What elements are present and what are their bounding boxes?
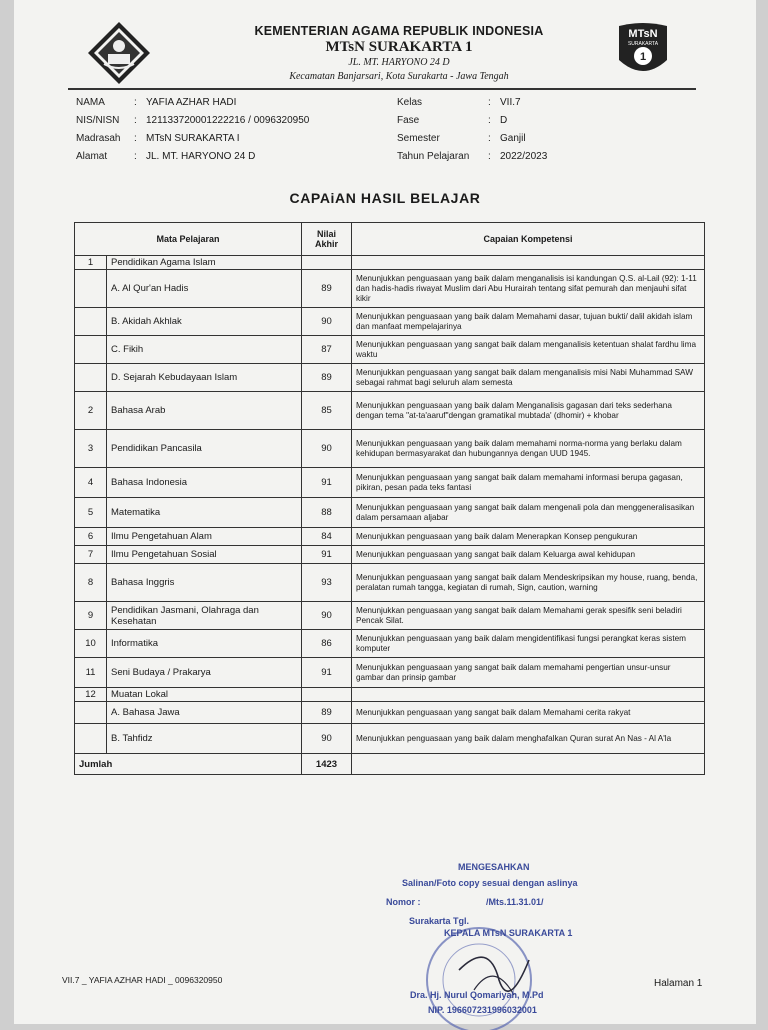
cell-no: 10 xyxy=(75,630,107,658)
cell-no xyxy=(75,724,107,754)
cell-mapel: Pendidikan Jasmani, Olahraga dan Kesehatan xyxy=(107,602,302,630)
jumlah-label: Jumlah xyxy=(75,754,302,775)
cell-nilai: 87 xyxy=(302,336,352,364)
cell-no xyxy=(75,308,107,336)
cell-no: 9 xyxy=(75,602,107,630)
sep: : xyxy=(134,97,137,108)
cell-no xyxy=(75,270,107,308)
school-address: JL. MT. HARYONO 24 D xyxy=(348,57,450,68)
table-header-row xyxy=(75,223,705,256)
cell-capaian: Menunjukkan penguasaan yang baik dalam Menerapkan Konsep pengukuran xyxy=(352,528,705,546)
cell-nilai: 90 xyxy=(302,724,352,754)
table-row xyxy=(75,630,705,658)
cell-capaian: Menunjukkan penguasaan yang sangat baik dalam memahami pengertian unsur-unsur gambar dan prinsip gambar xyxy=(352,658,705,688)
logo-mtsn-text: MTsN xyxy=(628,28,658,40)
table-row xyxy=(75,392,705,430)
table-row xyxy=(75,256,705,270)
table-row xyxy=(75,546,705,564)
cell-mapel: Bahasa Inggris xyxy=(107,564,302,602)
mtsn-logo-icon xyxy=(615,20,671,82)
cell-nilai: 90 xyxy=(302,308,352,336)
cell-nilai: 88 xyxy=(302,498,352,528)
cell-mapel: Ilmu Pengetahuan Alam xyxy=(107,528,302,546)
alamat-label: Alamat xyxy=(76,151,108,162)
table-row xyxy=(75,602,705,630)
cell-mapel: Seni Budaya / Prakarya xyxy=(107,658,302,688)
cell-no: 1 xyxy=(75,256,107,270)
cell-capaian: Menunjukkan penguasaan yang baik dalam menganalisis isi kandungan Q.S. al-Lail (92): 1-11 dan hadis-hadis riwayat Muslim dari Abu Hurairah tentang sifat pemurah dan menjauhi sifat kikir xyxy=(352,270,705,308)
table-row xyxy=(75,430,705,468)
sep: : xyxy=(488,115,491,126)
table-row xyxy=(75,658,705,688)
legalization-block xyxy=(374,860,674,1020)
cell-nilai: 91 xyxy=(302,546,352,564)
table-row xyxy=(75,270,705,308)
legal-line2b: /Mts.11.31.01/ xyxy=(486,897,544,907)
alamat-value: JL. MT. HARYONO 24 D xyxy=(146,151,256,162)
nama-label: NAMA xyxy=(76,97,105,108)
cell-mapel: B. Akidah Akhlak xyxy=(107,308,302,336)
nama-value: YAFIA AZHAR HADI xyxy=(146,97,237,108)
cell-capaian: Menunjukkan penguasaan yang sangat baik dalam Memahami cerita rakyat xyxy=(352,702,705,724)
jumlah-empty xyxy=(352,754,705,775)
cell-capaian: Menunjukkan penguasaan yang sangat baik dalam Mendeskripsikan my house, ruang, benda, peralatan rumah tangga, kegiatan di rumah, Sign, caution, warning xyxy=(352,564,705,602)
tahun-label: Tahun Pelajaran xyxy=(397,151,470,162)
cell-capaian: Menunjukkan penguasaan yang baik dalam memahami norma-norma yang berlaku dalam kehidupan bermasyarakat dan hubungannya dengan UUD 1945. xyxy=(352,430,705,468)
sep: : xyxy=(488,151,491,162)
nis-value: 121133720001222216 / 0096320950 xyxy=(146,115,310,126)
cell-mapel: C. Fikih xyxy=(107,336,302,364)
semester-label: Semester xyxy=(397,133,440,144)
cell-mapel: Matematika xyxy=(107,498,302,528)
cell-no: 2 xyxy=(75,392,107,430)
cell-nilai xyxy=(302,256,352,270)
legal-line2: Nomor : xyxy=(386,897,421,907)
cell-no xyxy=(75,336,107,364)
cell-nilai xyxy=(302,688,352,702)
cell-no: 6 xyxy=(75,528,107,546)
jumlah-value: 1423 xyxy=(302,754,352,775)
sep: : xyxy=(488,133,491,144)
cell-no: 12 xyxy=(75,688,107,702)
cell-capaian: Menunjukkan penguasaan yang sangat baik dalam Memahami gerak spesifik seni beladiri Pencak Silat. xyxy=(352,602,705,630)
cell-no: 3 xyxy=(75,430,107,468)
cell-capaian: Menunjukkan penguasaan yang sangat baik dalam menganalisis misi Nabi Muhammad SAW sebagai rahmat bagi seluruh alam semesta xyxy=(352,364,705,392)
school-name: MTsN SURAKARTA 1 xyxy=(325,39,473,55)
kelas-label: Kelas xyxy=(397,97,423,108)
header-capaian: Capaian Kompetensi xyxy=(352,223,705,256)
cell-nilai: 90 xyxy=(302,602,352,630)
table-row xyxy=(75,528,705,546)
legal-line3: Surakarta Tgl. xyxy=(409,916,470,926)
header-nilai: Nilai Akhir xyxy=(302,223,352,256)
table-row xyxy=(75,564,705,602)
cell-mapel: Bahasa Arab xyxy=(107,392,302,430)
logo-num-text: 1 xyxy=(639,51,647,63)
cell-capaian: Menunjukkan penguasaan yang sangat baik dalam Keluarga awal kehidupan xyxy=(352,546,705,564)
footer-page: Halaman 1 xyxy=(654,978,703,989)
ministry-name: KEMENTERIAN AGAMA REPUBLIK INDONESIA xyxy=(254,24,544,38)
cell-nilai: 89 xyxy=(302,702,352,724)
cell-no xyxy=(75,364,107,392)
table-row xyxy=(75,688,705,702)
cell-mapel: A. Bahasa Jawa xyxy=(107,702,302,724)
cell-nilai: 93 xyxy=(302,564,352,602)
header-mapel: Mata Pelajaran xyxy=(75,223,302,256)
header-divider xyxy=(68,88,696,90)
cell-mapel: Ilmu Pengetahuan Sosial xyxy=(107,546,302,564)
cell-mapel: Bahasa Indonesia xyxy=(107,468,302,498)
legal-line1: Salinan/Foto copy sesuai dengan aslinya xyxy=(402,878,578,888)
table-row xyxy=(75,468,705,498)
cell-no: 5 xyxy=(75,498,107,528)
cell-nilai: 89 xyxy=(302,270,352,308)
signatory-name: Dra. Hj. Nurul Qomariyah, M.Pd xyxy=(410,990,544,1000)
fase-label: Fase xyxy=(397,115,420,126)
cell-nilai: 86 xyxy=(302,630,352,658)
cell-mapel: Pendidikan Pancasila xyxy=(107,430,302,468)
fase-value: D xyxy=(500,115,508,126)
nis-label: NIS/NISN xyxy=(76,115,120,126)
cell-capaian xyxy=(352,256,705,270)
cell-no: 7 xyxy=(75,546,107,564)
cell-no: 8 xyxy=(75,564,107,602)
cell-no xyxy=(75,702,107,724)
cell-nilai: 84 xyxy=(302,528,352,546)
table-row xyxy=(75,702,705,724)
semester-value: Ganjil xyxy=(500,133,526,144)
sep: : xyxy=(134,115,137,126)
cell-capaian: Menunjukkan penguasaan yang sangat baik dalam menganalisis ketentuan shalat fardhu lima waktu xyxy=(352,336,705,364)
report-card-page xyxy=(14,0,756,1024)
sep: : xyxy=(134,151,137,162)
cell-nilai: 90 xyxy=(302,430,352,468)
grades-table xyxy=(74,222,705,775)
footer-left: VII.7 _ YAFIA AZHAR HADI _ 0096320950 xyxy=(62,975,223,985)
cell-mapel: Informatika xyxy=(107,630,302,658)
cell-mapel: B. Tahfidz xyxy=(107,724,302,754)
cell-capaian: Menunjukkan penguasaan yang sangat baik dalam memahami informasi berupa gagasan, pikiran, pesan pada teks fantasi xyxy=(352,468,705,498)
cell-capaian: Menunjukkan penguasaan yang baik dalam Memahami dasar, tujuan bukti/ dalil akidah islam dan manfaat mempelajarinya xyxy=(352,308,705,336)
signatory-nip: NIP. 196607231996032001 xyxy=(428,1005,537,1015)
cell-capaian: Menunjukkan penguasaan yang baik dalam menghafalkan Quran surat An Nas - Al A'la xyxy=(352,724,705,754)
table-row xyxy=(75,308,705,336)
kemenag-logo-icon xyxy=(86,20,152,86)
cell-nilai: 89 xyxy=(302,364,352,392)
madrasah-value: MTsN SURAKARTA I xyxy=(146,133,240,144)
madrasah-label: Madrasah xyxy=(76,133,121,144)
cell-capaian: Menunjukkan penguasaan yang baik dalam mengidentifikasi fungsi perangkat keras sistem komputer xyxy=(352,630,705,658)
kelas-value: VII.7 xyxy=(500,97,521,108)
sep: : xyxy=(134,133,137,144)
tahun-value: 2022/2023 xyxy=(500,151,548,162)
cell-mapel: A. Al Qur'an Hadis xyxy=(107,270,302,308)
school-region: Kecamatan Banjarsari, Kota Surakarta - Jawa Tengah xyxy=(289,71,509,82)
table-row xyxy=(75,364,705,392)
cell-no: 4 xyxy=(75,468,107,498)
jumlah-row xyxy=(75,754,705,775)
table-row xyxy=(75,724,705,754)
cell-nilai: 91 xyxy=(302,658,352,688)
cell-no: 11 xyxy=(75,658,107,688)
table-row xyxy=(75,498,705,528)
page-title: CAPAiAN HASIL BELAJAR xyxy=(289,190,481,206)
cell-capaian xyxy=(352,688,705,702)
cell-mapel: D. Sejarah Kebudayaan Islam xyxy=(107,364,302,392)
sep: : xyxy=(488,97,491,108)
logo-sub-text: SURAKARTA xyxy=(627,41,659,47)
legal-title: MENGESAHKAN xyxy=(458,862,530,872)
table-row xyxy=(75,336,705,364)
cell-mapel: Pendidikan Agama Islam xyxy=(107,256,302,270)
cell-nilai: 85 xyxy=(302,392,352,430)
cell-mapel: Muatan Lokal xyxy=(107,688,302,702)
cell-capaian: Menunjukkan penguasaan yang sangat baik dalam mengenali pola dan menggeneralisasikan dalam persamaan aljabar xyxy=(352,498,705,528)
cell-capaian: Menunjukkan penguasaan yang baik dalam Menganalisis gagasan dari teks sederhana dengan tema "at-ta'aaruf"dengan gramatikal mubtada' (dhomir) + khobar xyxy=(352,392,705,430)
cell-nilai: 91 xyxy=(302,468,352,498)
legal-line4: KEPALA MTsN SURAKARTA 1 xyxy=(444,928,573,938)
